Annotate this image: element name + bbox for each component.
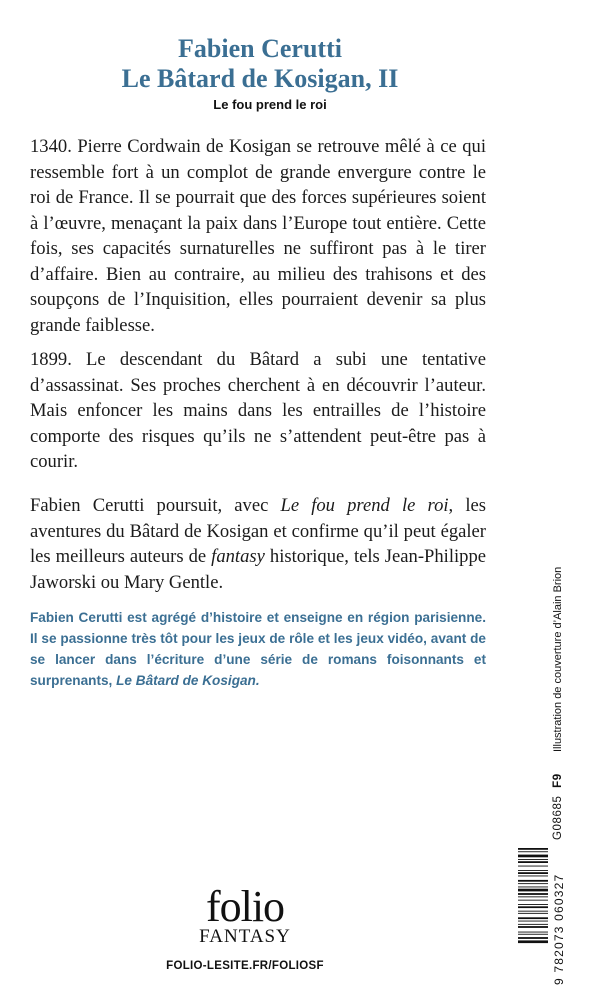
blurb-paragraph-2: 1899. Le descendant du Bâtard a subi une tentative d’assassinat. Ses proches cherchent à en découvrir l’auteur. Mais enfoncer les mains dans les entrailles de l’histoire comporte des risques qu’ils ne s’attendent peut-être pas à courir. [30, 349, 486, 472]
barcode [518, 848, 548, 982]
catalog-code: G08685 [552, 795, 564, 840]
barcode-bar [518, 851, 548, 852]
blurb-paragraph-1: 1340. Pierre Cordwain de Kosigan se retrouve mêlé à ce qui ressemble fort à un complot de grande envergure contre le roi de France. Il se pourrait que des forces supérieures soient à l’œuvre, menaçant la paix dans l’Europe tout entière. Cette fois, ses capacités surnaturelles ne suffiront pas à le tirer d’affaire. Bien au contraire, au milieu des trahisons et des soupçons de l’Inquisition, elles pourraient devenir sa plus grande faiblesse. [30, 136, 486, 336]
barcode-bar [518, 896, 548, 897]
folio-logo: folio [205, 882, 285, 931]
barcode-bar [518, 900, 548, 901]
barcode-bar [518, 883, 548, 884]
barcode-bar [518, 921, 548, 922]
author-name: Fabien Cerutti [178, 34, 342, 63]
price-code: F9 [552, 773, 564, 788]
series-title-italic: Le Bâtard de Kosigan. [116, 673, 260, 688]
barcode-bar [518, 887, 548, 888]
book-title-italic: Le fou prend le roi [280, 495, 449, 516]
barcode-bar [518, 893, 548, 895]
blurb-paragraph-3 [30, 493, 486, 595]
illustration-credit: Illustration de couverture d’Alain Brion [552, 566, 564, 752]
genre-italic: fantasy [211, 546, 265, 567]
bio-text: Fabien Cerutti est agrégé d’histoire et enseigne en région parisienne. Il se passionne très tôt pour les jeux de rôle et les jeux vidéo, avant de se lancer dans l’écriture d’une série de romans foisonnants et surprenants, [30, 610, 486, 688]
barcode-bar [518, 906, 548, 908]
barcode-bar [518, 917, 548, 919]
barcode-bar [518, 880, 548, 882]
barcode-bar [518, 934, 548, 935]
barcode-bar [518, 861, 548, 863]
barcode-bar [518, 848, 548, 850]
blurb-text: Fabien Cerutti poursuit, avec [30, 495, 281, 516]
barcode-bar [518, 870, 548, 871]
barcode-bar [518, 937, 548, 939]
barcode-bar [518, 866, 548, 867]
barcode-bar [518, 904, 548, 905]
website-link[interactable]: FOLIO-LESITE.FR/FOLIOSF [166, 960, 324, 972]
barcode-bar [518, 926, 548, 928]
barcode-bar [518, 932, 548, 933]
barcode-bar [518, 924, 548, 925]
blurb-text: historique, tels Jean-Philippe Jaworski ou Mary Gentle. [30, 546, 486, 593]
barcode-bar [518, 889, 548, 892]
book-title: Le Bâtard de Kosigan, II [121, 64, 399, 93]
barcode-bar [518, 940, 548, 943]
isbn-number: 9 782073 060327 [552, 873, 566, 985]
author-bio [30, 607, 486, 691]
barcode-bar [518, 913, 548, 914]
collection-name: FANTASY [199, 926, 291, 947]
product-code [552, 773, 564, 840]
barcode-bar [518, 859, 548, 860]
barcode-bar [518, 855, 548, 858]
blurb-text: , les aventures du Bâtard de Kosigan et confirme qu’il peut égaler les meilleurs auteurs de [30, 495, 486, 567]
barcode-bar [518, 872, 548, 874]
barcode-bar [518, 876, 548, 877]
book-subtitle: Le fou prend le roi [213, 97, 327, 112]
barcode-bar [518, 911, 548, 912]
